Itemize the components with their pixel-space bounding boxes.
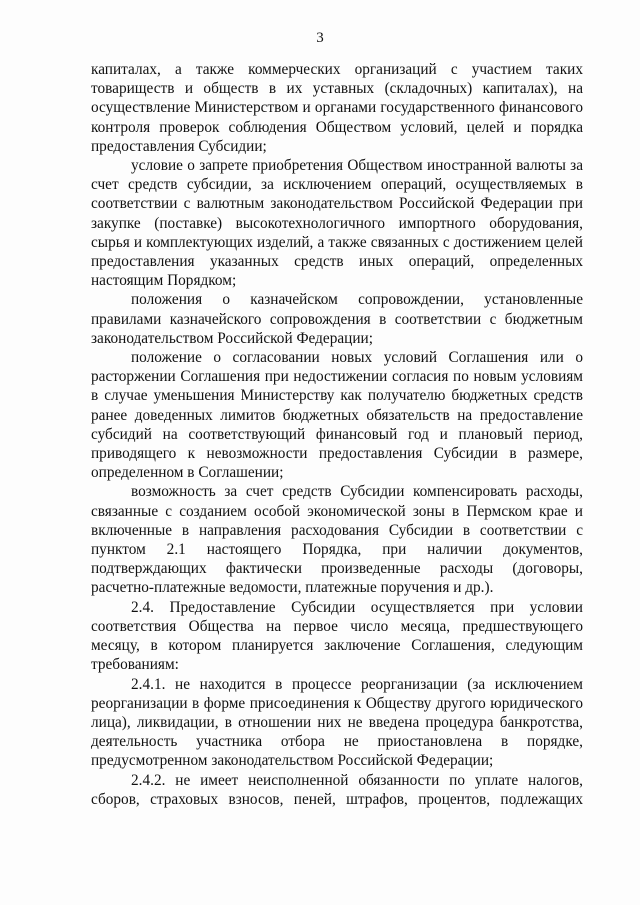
paragraph-1: капиталах, а также коммерческих организаций с участием таких товариществ и обществ в их уставных (складочных) капиталах), на осуществление Министерством и органами государственного финансового контроля проверок соблюдения Обществом условий, целей и порядка предоставления Субсидии; xyxy=(91,61,583,155)
paragraph-4: положение о согласовании новых условий Соглашения или о расторжении Соглашения при недостижении согласия по новым условиям в случае уменьшения Министерству как получателю бюджетных средств ранее доведенных лимитов бюджетных обязательств на предоставление субсидий на соответствующий финансовый год и плановый период, приводящего к невозможности предоставления Субсидии в размере, определенном в Соглашении; xyxy=(91,349,583,482)
paragraph-5: возможность за счет средств Субсидии компенсировать расходы, связанные с созданием особой экономической зоны в Пермском крае и включенные в направления расходования Субсидии в соответствии с пунктом 2.1 настоящего Порядка, при наличии документов, подтверждающих фактически произведенные расходы (договоры, расчетно-платежные ведомости, платежные поручения и др.). xyxy=(91,483,583,597)
document-body xyxy=(91,60,583,809)
page-number: 3 xyxy=(316,30,324,46)
paragraph-2: условие о запрете приобретения Обществом иностранной валюты за счет средств субсидии, за исключением операций, осуществляемых в соответствии с валютным законодательством Российской Федерации при закупке (поставке) высокотехнологичного импортного оборудования, сырья и комплектующих изделий, а также связанных с достижением целей предоставления указанных средств иных операций, определенных настоящим Порядком; xyxy=(91,157,583,290)
paragraph-7: 2.4.1. не находится в процессе реорганизации (за исключением реорганизации в форме присоединения к Обществу другого юридического лица), ликвидации, в отношении них не введена процедура банкротства, деятельность участника отбора не приостановлена в порядке, предусмотренном законодательством Российской Федерации; xyxy=(91,675,583,770)
paragraph-3: положения о казначейском сопровождении, установленные правилами казначейского сопровождения в соответствии с бюджетным законодательством Российской Федерации; xyxy=(91,291,583,347)
paragraph-8: 2.4.2. не имеет неисполненной обязанности по уплате налогов, сборов, страховых взносов, пеней, штрафов, процентов, подлежащих xyxy=(91,771,583,808)
paragraph-6: 2.4. Предоставление Субсидии осуществляется при условии соответствия Общества на первое число месяца, предшествующего месяцу, в котором планируется заключение Соглашения, следующим требованиям: xyxy=(91,598,583,674)
